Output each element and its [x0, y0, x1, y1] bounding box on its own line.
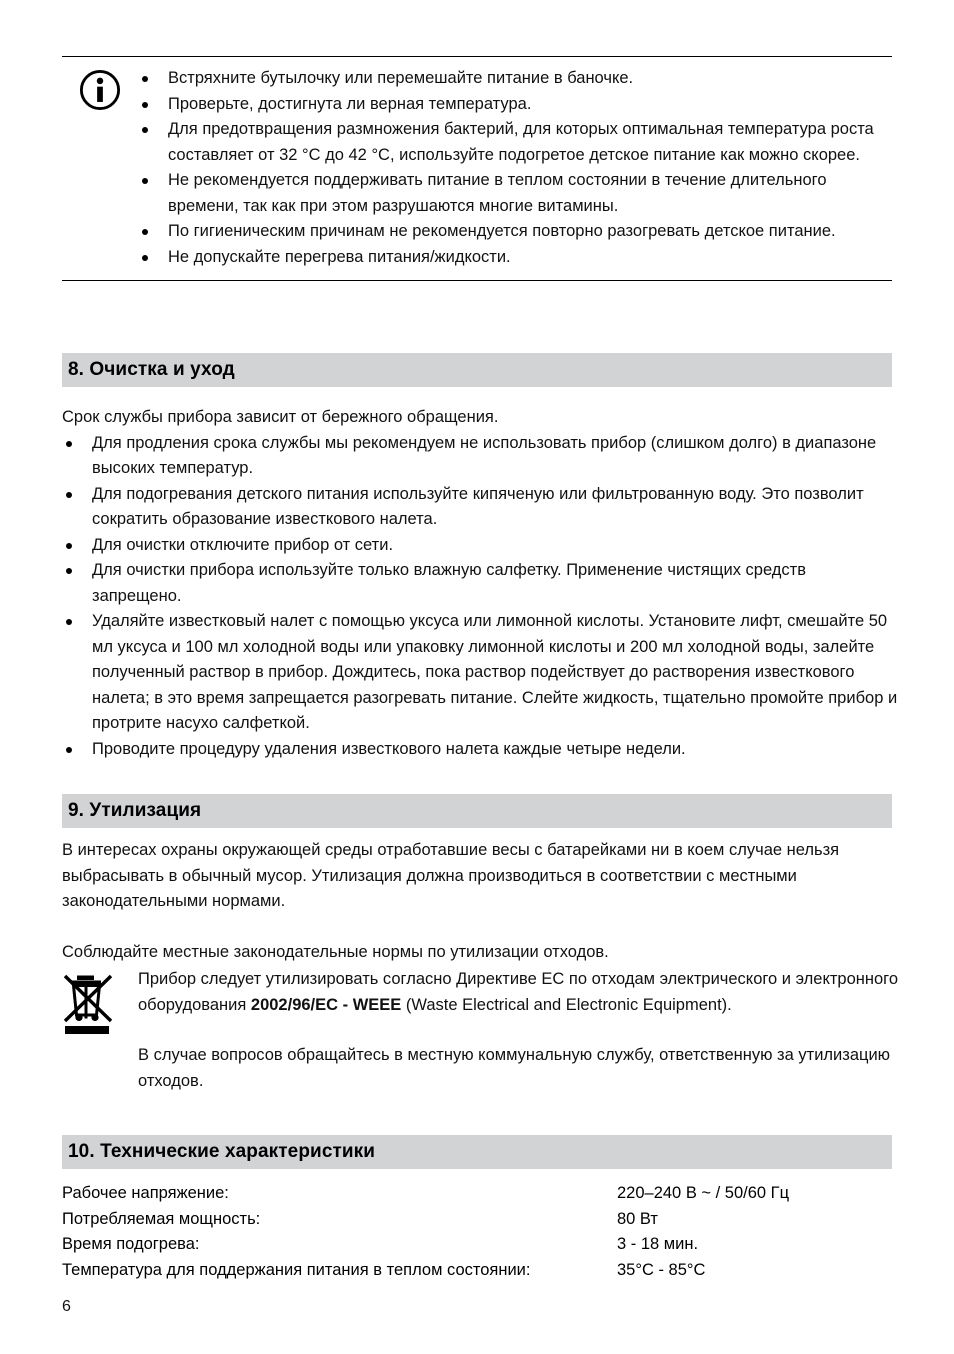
- weee-paragraph-2: В случае вопросов обращайтесь в местную коммунальную службу, ответственную за утилизацию отходов.: [138, 1046, 891, 1090]
- weee-directive-code: 2002/96/EC - WEEE: [250, 995, 402, 1014]
- list-item: Для продления срока службы мы рекомендуем не использовать прибор (слишком долго) в диапазоне высоких температур.: [62, 431, 900, 482]
- weee-paragraph-1: [138, 967, 900, 1018]
- list-item: Встряхните бутылочку или перемешайте питание в баночке.: [138, 66, 892, 92]
- list-item: Не рекомендуется поддерживать питание в теплом состоянии в течение длительного времени, так как при этом разрушаются многие витамины.: [138, 168, 892, 219]
- section-body-specs: [62, 1181, 900, 1283]
- table-row: [62, 1207, 900, 1233]
- note-bottom-rule: [62, 280, 892, 281]
- note-icon-cell: [62, 66, 138, 111]
- weee-row: [62, 967, 900, 1094]
- section-title: 10. Технические характеристики: [68, 1141, 376, 1162]
- list-item: Удаляйте известковый налет с помощью уксуса или лимонной кислоты. Установите лифт, смешайте 50 мл уксуса и 100 мл холодной воды или упаковку лимонной кислоты и 200 мл холодной воды, залейте полученный раствор в прибор. Дождитесь, пока раствор подействует до растворения известкового налета; в это время запрещается разогревать питание. Слейте жидкость, тщательно промойте прибор и протрите насухо салфеткой.: [62, 609, 900, 737]
- list-item: Для предотвращения размножения бактерий, для которых оптимальная температура роста составляет от 32 °C до 42 °C, используйте подогретое детское питание как можно скорее.: [138, 117, 892, 168]
- cleaning-intro: Срок службы прибора зависит от бережного обращения.: [62, 408, 499, 426]
- section-heading-cleaning: [62, 353, 892, 387]
- list-item: Для подогревания детского питания используйте кипяченую или фильтрованную воду. Это позволит сократить образование известкового налета.: [62, 482, 900, 533]
- table-row: [62, 1258, 900, 1284]
- section-body-disposal: [62, 838, 900, 966]
- table-row: [62, 1181, 900, 1207]
- section-heading-disposal: [62, 794, 892, 828]
- list-item: Проверьте, достигнута ли верная температура.: [138, 92, 892, 118]
- list-item: Проводите процедуру удаления известкового налета каждые четыре недели.: [62, 737, 900, 763]
- spec-label: Рабочее напряжение:: [62, 1184, 229, 1202]
- table-row: [62, 1232, 900, 1258]
- info-circle-icon: [79, 69, 121, 111]
- spec-value: 3 - 18 мин.: [617, 1235, 699, 1253]
- note-list: [138, 66, 892, 270]
- page-number: 6: [62, 1298, 71, 1315]
- spec-value: 220–240 В ~ / 50/60 Гц: [617, 1184, 790, 1202]
- paragraph-spacer: [62, 915, 900, 941]
- info-note-box: [62, 56, 892, 281]
- list-item: Для очистки прибора используйте только влажную салфетку. Применение чистящих средств запрещено.: [62, 558, 900, 609]
- weee-text-before: Прибор следует утилизировать согласно Директиве ЕС по отходам электрического и электронного оборудования: [138, 970, 899, 1014]
- list-item: Для очистки отключите прибор от сети.: [62, 533, 900, 559]
- list-item: Не допускайте перегрева питания/жидкости.: [138, 245, 892, 271]
- spec-label: Температура для поддержания питания в теплом состоянии:: [62, 1260, 531, 1279]
- spec-label: Время подогрева:: [62, 1235, 200, 1253]
- specs-table: [62, 1181, 900, 1283]
- disposal-paragraph-2: Соблюдайте местные законодательные нормы по утилизации отходов.: [62, 943, 609, 961]
- weee-text: [138, 967, 900, 1094]
- section-title: 9. Утилизация: [68, 800, 202, 821]
- spec-label: Потребляемая мощность:: [62, 1209, 261, 1228]
- spec-value: 80 Вт: [617, 1209, 658, 1228]
- disposal-paragraph-1: В интересах охраны окружающей среды отработавшие весы с батарейками ни в коем случае нельзя выбрасывать в обычный мусор. Утилизация должна производиться в соответствии с местными законодательными нормами.: [62, 841, 840, 910]
- weee-note: [62, 967, 900, 1094]
- note-bullet-list: [138, 66, 892, 270]
- section-title: 8. Очистка и уход: [68, 359, 235, 380]
- cleaning-bullet-list: [62, 431, 900, 763]
- section-body-cleaning: [62, 405, 900, 762]
- crossed-out-wheelie-bin-icon: [62, 971, 116, 1035]
- section-heading-specs: [62, 1135, 892, 1169]
- weee-text-after: (Waste Electrical and Electronic Equipment).: [401, 995, 732, 1014]
- note-body: [62, 57, 892, 280]
- list-item: По гигиеническим причинам не рекомендуется повторно разогревать детское питание.: [138, 219, 892, 245]
- spec-value: 35°C - 85°C: [617, 1260, 706, 1279]
- weee-icon-cell: [62, 967, 138, 1035]
